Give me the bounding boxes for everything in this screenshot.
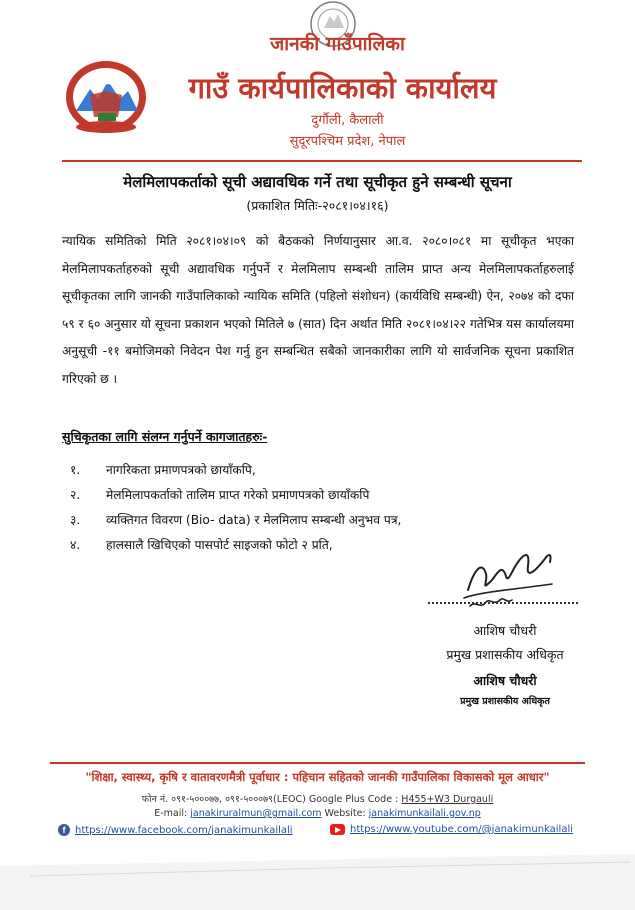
seal-title: प्रमुख प्रशासकीय अधिकृत bbox=[460, 696, 550, 707]
seal-name: आशिष चौधरी bbox=[473, 673, 537, 688]
notice-subject: मेलमिलापकर्ताको सूची अद्यावधिक गर्ने तथा सूचीकृत हुने सम्बन्धी सूचना bbox=[123, 173, 512, 191]
facebook-link-item[interactable] bbox=[58, 824, 293, 836]
signer-name: आशिष चौधरी bbox=[473, 623, 537, 638]
list-item-text: मेलमिलापकर्ताको तालिम प्राप्त गरेको प्रमाणपत्रको छायाँकपि bbox=[106, 488, 370, 502]
email-label: E-mail: bbox=[154, 808, 188, 819]
municipality-name: जानकी गाउँपालिका bbox=[270, 33, 405, 55]
list-item-number: ४. bbox=[70, 538, 81, 552]
published-date: (प्रकाशित मितिः-२०८१।०४।१६) bbox=[246, 198, 389, 213]
list-item-number: १. bbox=[70, 463, 81, 477]
list-item-text: व्यक्तिगत विवरण (Bio- data) र मेलमिलाप सम्बन्धी अनुभव पत्र, bbox=[106, 513, 402, 527]
phone-numbers: फोन नं. ०९१-५०००७७, ०९१-५०००७९(LEOC) bbox=[141, 794, 306, 805]
list-item bbox=[70, 458, 570, 483]
list-item bbox=[70, 483, 570, 508]
footer-decoration bbox=[0, 846, 635, 910]
youtube-link[interactable]: https://www.youtube.com/@janakimunkailali bbox=[350, 824, 574, 835]
email-link[interactable]: janakiruralmun@gmail.com bbox=[190, 808, 322, 819]
footer-contact-phone bbox=[30, 792, 605, 805]
footer-divider bbox=[50, 762, 585, 764]
list-item-number: ३. bbox=[70, 513, 81, 527]
youtube-link-item[interactable] bbox=[330, 824, 573, 835]
office-name: गाउँ कार्यपालिकाको कार्यालय bbox=[188, 71, 497, 105]
youtube-icon bbox=[330, 824, 345, 835]
footer-motto: "शिक्षा, स्वास्थ्य, कृषि र वातावरणमैत्री पूर्वाधार : पहिचान सहितको जानकी गाउँपालिका विकासको मूल आधार" bbox=[85, 770, 550, 784]
facebook-link[interactable]: https://www.facebook.com/janakimunkailali bbox=[75, 824, 293, 836]
office-location: दुर्गौली, कैलाली bbox=[311, 113, 384, 128]
header-divider bbox=[62, 160, 582, 162]
list-item-number: २. bbox=[70, 488, 81, 502]
footer-contact-web bbox=[30, 808, 605, 819]
notice-body: न्यायिक समितिको मिति २०८१।०४।०९ को बैठकको निर्णयानुसार आ.व. २०८०।०८१ मा सूचीकृत भएका मेलमिलापकर्ताहरुको सूची अद्यावधिक गर्नुपर्ने र मेलमिलाप सम्बन्धी तालिम प्राप्त अन्य मेलमिलापकर्ताहरुलाई सूचीकृतका लागि जानकी गाउँपालिकाको न्यायिक समिति (पहिलो संशोधन) (कार्यविधि सम्बन्धी) ऐन, २०७४ को दफा ५९ र ६० अनुसार यो सूचना प्रकाशन भएको मितिले ७ (सात) दिन अर्थात मिति २०८१।०४।२२ गतेभित्र यस कार्यालयमा अनुसूची -११ बमोजिमको निवेदन पेश गर्नु हुन सम्बन्धित सबैको जानकारीका लागि यो सार्वजनिक सूचना प्रकाशित गरिएको छ । bbox=[62, 234, 574, 386]
office-province: सुदूरपश्चिम प्रदेश, नेपाल bbox=[289, 134, 406, 149]
plus-code-label: Google Plus Code : bbox=[308, 794, 399, 805]
plus-code: H455+W3 Durgauli bbox=[401, 794, 494, 805]
signer-title: प्रमुख प्रशासकीय अधिकृत bbox=[446, 647, 564, 662]
signature-line bbox=[428, 602, 578, 604]
website-link[interactable]: janakimunkailali.gov.np bbox=[368, 808, 481, 819]
website-label: Website: bbox=[324, 808, 366, 819]
list-item-text: हालसालै खिचिएको पासपोर्ट साइजको फोटो २ प्रति, bbox=[106, 538, 333, 552]
facebook-icon: f bbox=[58, 824, 70, 836]
documents-list-heading: सुचिकृतका लागि संलग्न गर्नुपर्ने कागजातहरुः- bbox=[62, 429, 268, 444]
list-item-text: नागरिकता प्रमाणपत्रको छायाँकपि, bbox=[106, 463, 256, 477]
list-item bbox=[70, 508, 570, 533]
